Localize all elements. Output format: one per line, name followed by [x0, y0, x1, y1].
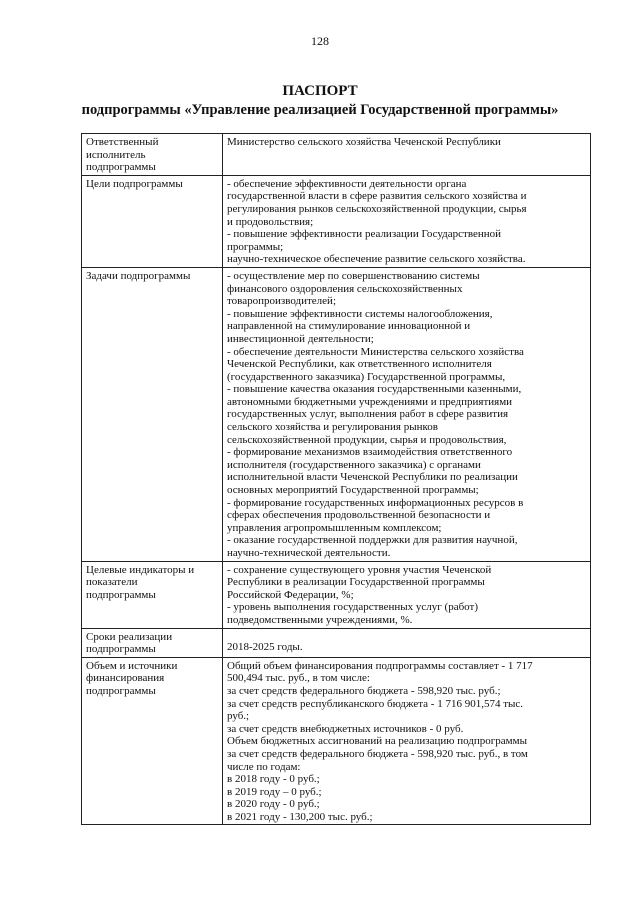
- row-value-line: - сохранение существующего уровня участия Чеченской: [227, 563, 492, 576]
- row-value-line: научно-технической деятельности.: [227, 547, 391, 559]
- row-value-line: основных мероприятий Государственной программы;: [227, 484, 479, 497]
- row-value-line: государственных услуг, выполнения работ в сфере развития: [227, 408, 509, 421]
- table-row: [82, 628, 591, 657]
- row-value-line: за счет средств внебюджетных источников - 0 руб.: [227, 722, 464, 735]
- passport-table: [81, 133, 591, 825]
- row-value-line: исполнителя (государственного заказчика) с органами: [227, 458, 481, 471]
- row-value-line: за счет средств федерального бюджета - 598,920 тыс. руб., в том: [227, 747, 528, 760]
- row-value-line: - осуществление мер по совершенствованию системы: [227, 269, 480, 282]
- row-value-line: [227, 631, 586, 641]
- row-label-line: подпрограммы: [86, 684, 156, 697]
- row-value-cell: [223, 628, 591, 657]
- row-value-line: инвестиционной деятельности;: [227, 332, 374, 345]
- row-label-cell: [82, 175, 223, 267]
- row-value-line: руб.;: [227, 710, 250, 723]
- row-value-line: (государственного заказчика) Государственной программы,: [227, 370, 506, 383]
- page-number: 128: [311, 34, 329, 48]
- row-value-line: Общий объем финансирования подпрограммы составляет - 1 717: [227, 659, 533, 672]
- row-value-line: Министерство сельского хозяйства Чеченской Республики: [227, 136, 501, 148]
- row-value-line: за счет средств федерального бюджета - 598,920 тыс. руб.;: [227, 684, 501, 697]
- row-value-line: Республики в реализации Государственной программы: [227, 576, 485, 589]
- row-label-line: Ответственный: [86, 136, 159, 148]
- row-value-line: сельского хозяйства и регулирования рынков: [227, 421, 438, 434]
- row-value-line: - оказание государственной поддержки для развития научной,: [227, 534, 518, 547]
- row-value-line: Российской Федерации, %;: [227, 588, 354, 601]
- table-row: [82, 657, 591, 825]
- row-value-line: государственной власти в сфере развития сельского хозяйства и: [227, 190, 527, 203]
- row-value-cell: [223, 175, 591, 267]
- row-value-line: направленной на стимулирование инновационной и: [227, 320, 471, 333]
- row-value-line: исполнительной власти Чеченской Республики по реализации: [227, 471, 518, 484]
- row-value-line: - повышение эффективности системы налогообложения,: [227, 307, 493, 320]
- row-label-cell: [82, 267, 223, 561]
- row-value-line: Чеченской Республики, как ответственного исполнителя: [227, 358, 492, 371]
- row-label-cell: [82, 134, 223, 176]
- table-row: [82, 175, 591, 267]
- row-value-line: - обеспечение эффективности деятельности органа: [227, 177, 467, 190]
- row-value-line: - повышение качества оказания государственными казенными,: [227, 383, 522, 396]
- row-label-cell: [82, 657, 223, 825]
- row-label-line: подпрограммы: [86, 588, 156, 601]
- row-value-line: в 2019 году – 0 руб.;: [227, 785, 322, 798]
- row-label-line: Цели подпрограммы: [86, 177, 183, 190]
- row-value-line: сельскохозяйственной продукции, сырья и продовольствия,: [227, 433, 507, 446]
- row-label-line: подпрограммы: [86, 161, 156, 174]
- row-label-line: Сроки реализации: [86, 630, 173, 643]
- row-value-line: подведомственными учреждениями, %.: [227, 613, 413, 626]
- row-label-line: Задачи подпрограммы: [86, 269, 191, 282]
- row-value-line: научно-техническое обеспечение развитие сельского хозяйства.: [227, 253, 526, 266]
- row-value-line: и продовольствия;: [227, 215, 314, 228]
- row-value-line: в 2020 году - 0 руб.;: [227, 798, 320, 811]
- row-label-line: финансирования: [86, 672, 165, 685]
- row-value-line: за счет средств республиканского бюджета - 1 716 901,574 тыс.: [227, 697, 524, 710]
- document-title: ПАСПОРТ: [282, 83, 358, 99]
- row-label-line: исполнитель: [86, 148, 146, 161]
- row-value-line: управления агропромышленным комплексом;: [227, 521, 442, 534]
- row-value-line: - формирование механизмов взаимодействия ответственного: [227, 446, 513, 459]
- row-value-cell: [223, 134, 591, 176]
- row-value-line: товаропроизводителей;: [227, 295, 337, 308]
- row-value-line: - обеспечение деятельности Министерства сельского хозяйства: [227, 345, 524, 358]
- row-value-line: программы;: [227, 240, 284, 253]
- row-value-cell: [223, 267, 591, 561]
- document-subtitle: подпрограммы «Управление реализацией Государственной программы»: [81, 102, 559, 118]
- table-row: [82, 134, 591, 176]
- row-label-line: показатели: [86, 576, 138, 589]
- passport-table-body: [82, 134, 591, 825]
- table-row: [82, 561, 591, 628]
- row-value-line: в 2021 году - 130,200 тыс. руб.;: [227, 810, 373, 823]
- row-label-line: Целевые индикаторы и: [86, 563, 195, 576]
- row-value-cell: [223, 657, 591, 825]
- row-value-line: 500,494 тыс. руб., в том числе:: [227, 672, 370, 685]
- row-value-line: - формирование государственных информационных ресурсов в: [227, 496, 524, 509]
- row-value-line: - повышение эффективности реализации Государственной: [227, 228, 502, 241]
- row-label-line: Объем и источники: [86, 659, 178, 672]
- row-value-line: в 2018 году - 0 руб.;: [227, 773, 320, 786]
- row-value-line: финансового оздоровления сельскохозяйственных: [227, 282, 463, 295]
- row-label-line: подпрограммы: [86, 643, 156, 656]
- row-value-line: автономными бюджетными учреждениями и предприятиями: [227, 395, 513, 408]
- row-value-line: - уровень выполнения государственных услуг (работ): [227, 601, 478, 614]
- row-label-cell: [82, 628, 223, 657]
- row-value-cell: [223, 561, 591, 628]
- row-value-line: сферах обеспечения продовольственной безопасности и: [227, 509, 491, 522]
- row-value-line: регулирования рынков сельскохозяйственной продукции, сырья: [227, 202, 527, 215]
- row-value-line: числе по годам:: [227, 760, 301, 773]
- table-row: [82, 267, 591, 561]
- row-value-line: 2018-2025 годы.: [227, 640, 303, 653]
- row-label-cell: [82, 561, 223, 628]
- row-value-line: Объем бюджетных ассигнований на реализацию подпрограммы: [227, 735, 527, 748]
